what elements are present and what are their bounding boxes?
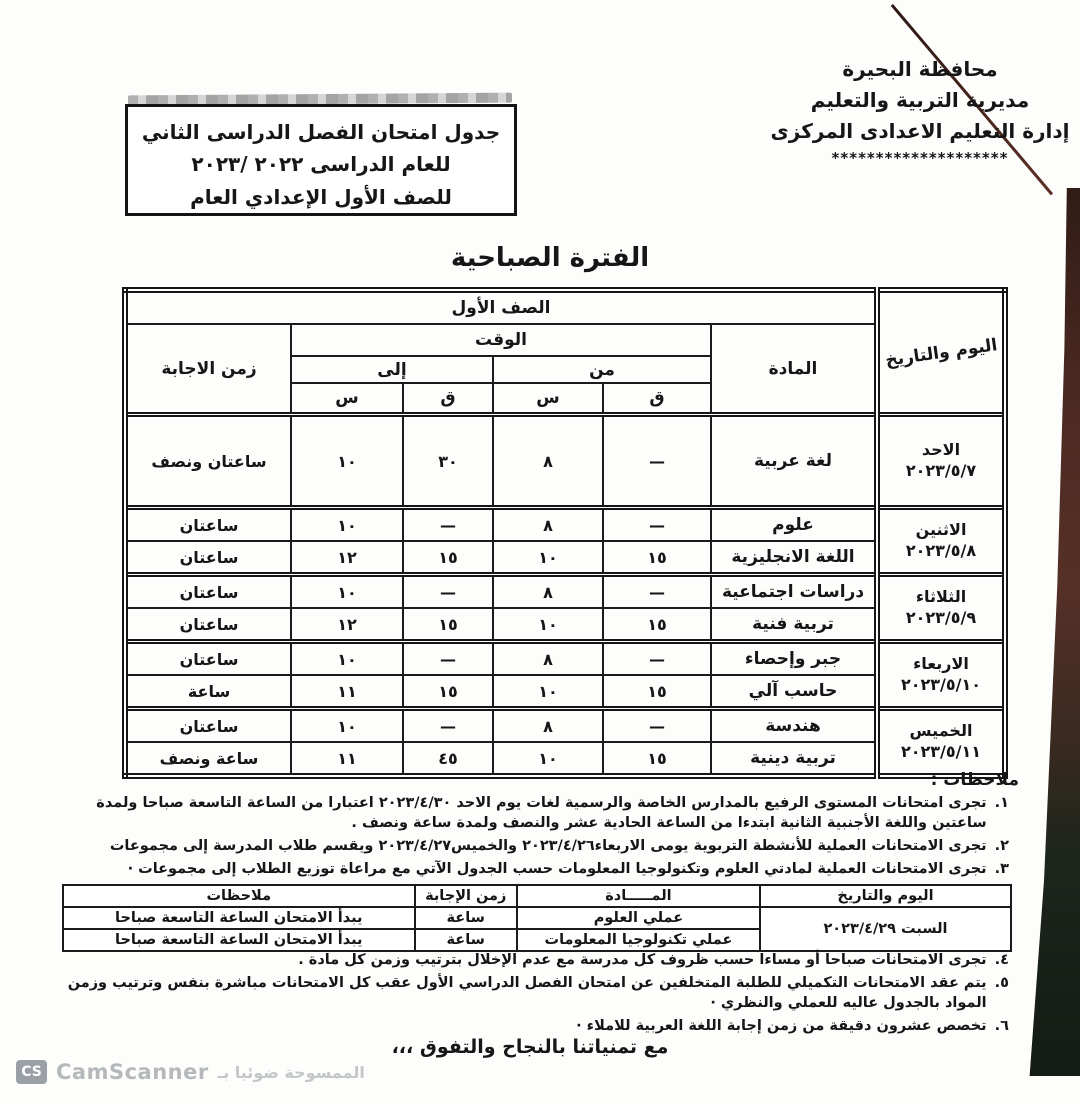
stars-divider: ******************** <box>831 149 1009 167</box>
note-item-6: ٦. تخصص عشرون دقيقة من زمن إجابة اللغة العربية للاملاء · <box>576 1018 1009 1034</box>
from-minutes-cell: — <box>603 575 711 609</box>
practical-answer-header: زمن الإجابة <box>415 885 517 907</box>
day-date-cell: الاثنين ٢٠٢٣/٥/٨ <box>877 508 1005 575</box>
note-item-1: ١. تجرى امتحانات المستوى الرفيع بالمدارس الخاصة والرسمية لغات يوم الاحد ٢٠٢٣/٤/٣٠ اعتبارا من الساعة التاسعة صباحا ولمدة ساعتين واللغة الأجنبية الثانية ابتدءا من الساعة الحادية عشر والنصف ولمدة ساعة ونصف . <box>96 795 1009 831</box>
from-minutes-cell: — <box>603 642 711 676</box>
from-minutes-header: ق <box>603 383 711 415</box>
from-hours-cell: ١٠ <box>493 541 603 575</box>
grade-header-row <box>125 290 1005 324</box>
practical-day-header: اليوم والتاريخ <box>760 885 1011 907</box>
to-minutes-cell: ١٥ <box>403 675 493 709</box>
to-minutes-cell: — <box>403 508 493 542</box>
answer-time-column-header: زمن الاجابة <box>125 324 291 415</box>
to-minutes-cell: — <box>403 642 493 676</box>
from-hours-cell: ٨ <box>493 415 603 508</box>
title-line-3: للصف الأول الإعدادي العام <box>190 184 452 209</box>
notes-section-bottom <box>55 950 1019 1039</box>
grade-header: الصف الأول <box>125 290 877 324</box>
table-row-monday-science <box>125 508 1005 542</box>
to-hours-cell: ١٠ <box>291 508 403 542</box>
table-row-wednesday-algebra <box>125 642 1005 676</box>
answer-time-cell: ساعتان <box>125 642 291 676</box>
table-row-thursday-geometry <box>125 709 1005 743</box>
answer-time-cell: ساعتان <box>125 608 291 642</box>
table-row-sunday-arabic <box>125 415 1005 508</box>
answer-time-cell: ساعتان <box>125 709 291 743</box>
practical-answer-cell: ساعة <box>415 907 517 929</box>
from-minutes-cell: — <box>603 709 711 743</box>
closing-wishes: مع تمنياتنا بالنجاح والتفوق ،،، <box>391 1036 669 1058</box>
to-minutes-cell: — <box>403 575 493 609</box>
practical-answer-cell: ساعة <box>415 929 517 951</box>
to-hours-header: س <box>291 383 403 415</box>
to-hours-cell: ١١ <box>291 742 403 776</box>
time-header-row <box>125 324 1005 356</box>
practical-subject-cell: عملي العلوم <box>517 907 760 929</box>
subject-cell: لغة عربية <box>711 415 877 508</box>
day-date-cell: الخميس ٢٠٢٣/٥/١١ <box>877 709 1005 777</box>
camscanner-brand: CamScanner <box>56 1060 209 1084</box>
practical-row-science <box>63 907 1011 929</box>
from-minutes-cell: — <box>603 508 711 542</box>
section-title-morning-period: الفترة الصباحية <box>450 243 650 273</box>
camscanner-logo-icon: CS <box>16 1060 47 1084</box>
to-hours-cell: ١٠ <box>291 575 403 609</box>
from-minutes-cell: ١٥ <box>603 608 711 642</box>
note-item-3: ٣. تجرى الامتحانات العملية لمادتي العلوم وتكنولوجيا المعلومات حسب الجدول الآتي مع مراعاة توزيع الطلاب إلى مجموعات · <box>127 861 1009 877</box>
practical-notes-header: ملاحظات <box>63 885 415 907</box>
subject-cell: تربية دينية <box>711 742 877 776</box>
from-minutes-cell: — <box>603 415 711 508</box>
to-header: إلى <box>291 356 493 383</box>
from-minutes-cell: ١٥ <box>603 742 711 776</box>
note-item-5: ٥. يتم عقد الامتحانات التكميلي للطلبة المتخلفين عن امتحان الفصل الدراسي الأول عقب كل الامتحانات مباشرة بنفس وترتيب وزمن المواد بالجدول عاليه للعملي والنظري · <box>67 975 1009 1011</box>
note-item-2: ٢. تجرى الامتحانات العملية للأنشطة التربوية يومى الاربعاء٢٠٢٣/٤/٢٦ والخميس٢٠٢٣/٤/٢٧ ويقسم طلاب المدرسة إلى مجموعات <box>109 838 1009 854</box>
scan-edge-shadow <box>1020 188 1080 1076</box>
to-hours-cell: ١١ <box>291 675 403 709</box>
subject-cell: هندسة <box>711 709 877 743</box>
practical-exams-table <box>62 884 1012 952</box>
to-minutes-cell: ٣٠ <box>403 415 493 508</box>
day-date-cell: الاربعاء ٢٠٢٣/٥/١٠ <box>877 642 1005 709</box>
practical-note-cell: يبدأ الامتحان الساعة التاسعة صباحا <box>63 929 415 951</box>
answer-time-cell: ساعتان <box>125 575 291 609</box>
practical-subject-cell: عملي تكنولوجيا المعلومات <box>517 929 760 951</box>
to-minutes-cell: — <box>403 709 493 743</box>
camscanner-watermark <box>16 1060 365 1084</box>
org-line-administration: إدارة التعليم الاعدادى المركزى <box>770 119 1070 143</box>
practical-note-cell: يبدأ الامتحان الساعة التاسعة صباحا <box>63 907 415 929</box>
to-minutes-cell: ٤٥ <box>403 742 493 776</box>
organization-header <box>770 54 1070 170</box>
exam-schedule-table <box>122 287 1008 779</box>
subject-cell: دراسات اجتماعية <box>711 575 877 609</box>
subject-cell: تربية فنية <box>711 608 877 642</box>
from-hours-cell: ١٠ <box>493 675 603 709</box>
answer-time-cell: ساعتان <box>125 541 291 575</box>
to-hours-cell: ١٠ <box>291 642 403 676</box>
practical-header-row <box>63 885 1011 907</box>
from-hours-cell: ١٠ <box>493 742 603 776</box>
answer-time-cell: ساعة ونصف <box>125 742 291 776</box>
from-header: من <box>493 356 711 383</box>
time-column-header: الوقت <box>291 324 711 356</box>
to-hours-cell: ١٠ <box>291 709 403 743</box>
subject-cell: جبر وإحصاء <box>711 642 877 676</box>
practical-day-cell: السبت ٢٠٢٣/٤/٢٩ <box>760 907 1011 951</box>
to-minutes-header: ق <box>403 383 493 415</box>
subject-cell: حاسب آلي <box>711 675 877 709</box>
org-line-governorate: محافظة البحيرة <box>842 57 998 81</box>
day-date-cell: الاحد ٢٠٢٣/٥/٧ <box>877 415 1005 508</box>
from-hours-cell: ٨ <box>493 508 603 542</box>
note-item-4: ٤. تجرى الامتحانات صباحا أو مساءا حسب ظروف كل مدرسة مع عدم الإخلال بترتيب وزمن كل مادة . <box>298 952 1009 968</box>
day-date-column-header: اليوم والتاريخ <box>877 290 1005 415</box>
subject-cell: علوم <box>711 508 877 542</box>
answer-time-cell: ساعة <box>125 675 291 709</box>
to-hours-cell: ١٢ <box>291 608 403 642</box>
from-hours-cell: ٨ <box>493 575 603 609</box>
table-row-wednesday-computer <box>125 675 1005 709</box>
title-line-2: للعام الدراسى ٢٠٢٢ /٢٠٢٣ <box>191 152 451 177</box>
subject-cell: اللغة الانجليزية <box>711 541 877 575</box>
from-hours-cell: ٨ <box>493 709 603 743</box>
notes-section-top <box>55 770 1019 882</box>
answer-time-cell: ساعتان <box>125 508 291 542</box>
org-line-directorate: مديرية التربية والتعليم <box>810 88 1030 112</box>
table-row-monday-english <box>125 541 1005 575</box>
from-hours-cell: ٨ <box>493 642 603 676</box>
answer-time-cell: ساعتان ونصف <box>125 415 291 508</box>
from-minutes-cell: ١٥ <box>603 541 711 575</box>
notes-heading: ملاحظات : <box>930 770 1019 790</box>
from-hours-cell: ١٠ <box>493 608 603 642</box>
to-hours-cell: ١٢ <box>291 541 403 575</box>
from-minutes-cell: ١٥ <box>603 675 711 709</box>
day-date-cell: الثلاثاء ٢٠٢٣/٥/٩ <box>877 575 1005 642</box>
to-minutes-cell: ١٥ <box>403 608 493 642</box>
practical-subject-header: المـــــادة <box>517 885 760 907</box>
table-row-tuesday-social <box>125 575 1005 609</box>
exam-title-box <box>125 104 517 216</box>
scanned-with-label: الممسوحة ضوئيا بـ <box>217 1062 365 1082</box>
from-hours-header: س <box>493 383 603 415</box>
to-hours-cell: ١٠ <box>291 415 403 508</box>
table-row-tuesday-art <box>125 608 1005 642</box>
subject-column-header: المادة <box>711 324 877 415</box>
title-line-1: جدول امتحان الفصل الدراسى الثاني <box>141 120 501 144</box>
to-minutes-cell: ١٥ <box>403 541 493 575</box>
